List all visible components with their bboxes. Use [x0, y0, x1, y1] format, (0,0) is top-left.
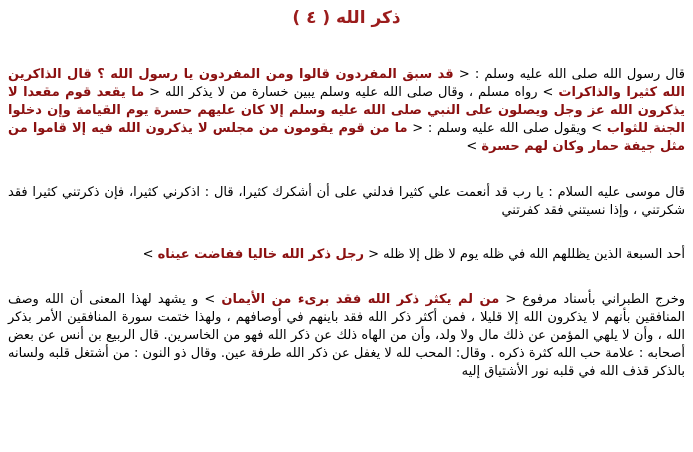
paragraph-musa — [8, 184, 685, 220]
text-segment: > ويقول صلى الله عليه وسلم : < — [407, 121, 607, 136]
text-segment: > رواه مسلم ، وقال صلى الله عليه وسلم يبين خسارة من لا يذكر الله < — [144, 85, 559, 100]
hadith-highlight: رجل ذكر الله خاليا ففاضت عيناه — [157, 247, 364, 262]
hadith-highlight: ما من قوم يقومون من مجلس لا يذكرون الله فيه إلا قاموا من مثل جيفة حمار وكان لهم حسرة — [8, 121, 685, 154]
text-segment: > و يشهد لهذا المعنى أن الله وصف المنافقين بأنهم لا يذكرون الله إلا قليلا ، فمن أكثر ذكر الله فقد باينهم في أوصافهم ، ولهذا ختمت سورة المنافقين الأمر بذكر الله ، وأن لا يلهي المؤمن عن ذلك مال ولا ولد، وأن من الهاه ذلك عن ذكر الله فهو من الخاسرين. قال الربيع بن أنس عن بعض أصحابه : علامة حب الله كثرة ذكره . وقال: المحب لله لا يغفل عن ذكر الله طرفة عين. وقال ذو النون : من أشتغل قلبه ولسانه بالذكر قذف الله في قلبه نور الأشتياق إليه — [8, 292, 685, 379]
paragraph-seven-shaded — [8, 246, 685, 264]
text-segment: قال رسول الله صلى الله عليه وسلم : < — [453, 67, 685, 82]
text-segment: قال موسى عليه السلام : يا رب قد أنعمت علي كثيرا فدلني على أن أشكرك كثيرا، قال : اذكرني كثيرا، فإن ذكرتني كثيرا فقد شكرتني ، وإذا نسيتني فقد كفرتني — [8, 185, 685, 218]
hadith-highlight: ما يقعد قوم مقعدا لا يذكرون الله عز وجل ويصلون على النبي صلى الله عليه وسلم إلا كان عليهم حسرة يوم القيامة وإن دخلوا الجنة للثواب — [8, 85, 685, 136]
text-segment: أحد السبعة الذين يظللهم الله في ظله يوم لا ظل إلا ظله < — [363, 247, 685, 262]
text-segment: وخرج الطبراني بأسناد مرفوع < — [499, 292, 686, 307]
hadith-highlight: من لم يكثر ذكر الله فقد برىء من الأيمان — [221, 292, 500, 307]
text-segment: > — [142, 247, 158, 262]
paragraph-hadith-mufarridun — [8, 66, 685, 156]
page-title: ذكر الله ( ٤ ) — [292, 8, 401, 28]
text-segment: > — [466, 139, 482, 154]
hadith-highlight: قد سبق المفردون قالوا ومن المفردون يا رسول الله ؟ قال الذاكرين الله كثيرا والذاكرات — [8, 67, 685, 100]
paragraph-tabarani — [8, 291, 685, 381]
